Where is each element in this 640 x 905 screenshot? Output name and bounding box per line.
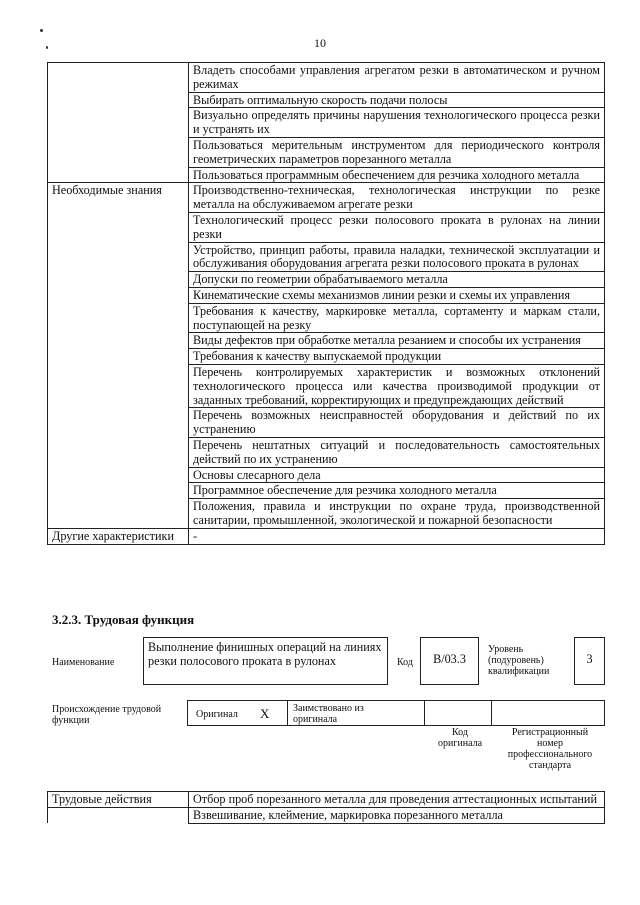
row-value-cell: Взвешивание, клеймение, маркировка порезанного металла (189, 807, 605, 823)
page-number: 10 (314, 36, 326, 50)
knowledge-row (48, 333, 605, 349)
level-label: Уровень (подуровень) квалификации (488, 644, 550, 677)
row-value-cell: Перечень возможных неисправностей оборудования и действий по их устранению (189, 408, 605, 438)
borrowed-box (287, 700, 425, 726)
borrowed-label: Заимствовано из оригинала (293, 703, 364, 725)
skill-row (48, 108, 605, 138)
code-label: Код (397, 657, 413, 668)
skill-row (48, 137, 605, 167)
knowledge-row (48, 183, 605, 213)
row-value-cell: Программное обеспечение для резчика холодного металла (189, 483, 605, 499)
row-label-cell (48, 333, 189, 349)
row-value-cell: Выбирать оптимальную скорость подачи полосы (189, 92, 605, 108)
knowledge-row (48, 272, 605, 288)
row-label-cell (48, 437, 189, 467)
reg-number-caption: Регистрационный номер профессионального стандарта (507, 727, 593, 771)
section-title: 3.2.3. Трудовая функция (52, 612, 195, 627)
row-label-cell (48, 242, 189, 272)
knowledge-row (48, 467, 605, 483)
row-label-cell: Трудовые действия (48, 792, 189, 808)
row-value-cell: Производственно-техническая, технологическая инструкции по резке металла на обслуживаемом агрегате резки (189, 183, 605, 213)
original-mark: X (260, 706, 270, 721)
skill-row (48, 167, 605, 183)
row-label-cell (48, 272, 189, 288)
reg-number-box (491, 700, 605, 726)
row-value-cell: Отбор проб порезанного металла для проведения аттестационных испытаний (189, 792, 605, 808)
row-value-cell: Перечень нештатных ситуаций и последовательность самостоятельных действий по их устранению (189, 437, 605, 467)
origin-label: Происхождение трудовой функции (52, 704, 162, 726)
skill-row (48, 63, 605, 93)
row-label-cell: Необходимые знания (48, 183, 189, 213)
row-label-cell (48, 467, 189, 483)
row-label-cell (48, 349, 189, 365)
action-row (48, 807, 605, 823)
row-value-cell: Виды дефектов при обработке металла резанием и способы их устранения (189, 333, 605, 349)
function-name-box (143, 637, 388, 685)
row-value-cell: Устройство, принцип работы, правила наладки, технической эксплуатации и обслуживания оборудования агрегата резки полосового проката в рулонах (189, 242, 605, 272)
row-label-cell (48, 364, 189, 407)
row-value-cell: Положения, правила и инструкции по охране труда, производственной санитарии, промышленной, экологической и пожарной безопасности (189, 499, 605, 529)
row-label-cell (48, 408, 189, 438)
row-label-cell (48, 137, 189, 167)
knowledge-row (48, 303, 605, 333)
row-value-cell: - (189, 528, 605, 544)
original-label: Оригинал (196, 709, 238, 720)
knowledge-row (48, 349, 605, 365)
row-value-cell: Требования к качеству, маркировке металла, сортаменту и маркам стали, поступающей на резку (189, 303, 605, 333)
row-label-cell (48, 92, 189, 108)
row-value-cell: Требования к качеству выпускаемой продукции (189, 349, 605, 365)
other-characteristics-row (48, 528, 605, 544)
knowledge-row (48, 483, 605, 499)
row-label-cell (48, 287, 189, 303)
scan-speck (40, 29, 43, 32)
code-original-box (424, 700, 492, 726)
knowledge-row (48, 287, 605, 303)
row-value-cell: Пользоваться программным обеспечением для резчика холодного металла (189, 167, 605, 183)
level-box (574, 637, 605, 685)
row-label-cell (48, 108, 189, 138)
original-box (187, 700, 288, 726)
row-value-cell: Кинематические схемы механизмов линии резки и схемы их управления (189, 287, 605, 303)
row-label-cell (48, 303, 189, 333)
knowledge-row (48, 437, 605, 467)
row-value-cell: Перечень контролируемых характеристик и возможных отклонений технологического процесса или качества производимой продукции от заданных требований, корректирующих и предупреждающих действий (189, 364, 605, 407)
knowledge-row (48, 212, 605, 242)
function-name: Выполнение финишных операций на линиях резки полосового проката в рулонах (148, 640, 382, 668)
row-value-cell: Визуально определять причины нарушения технологического процесса резки и устранять их (189, 108, 605, 138)
row-value-cell: Пользоваться мерительным инструментом для периодического контроля геометрических параметров порезанного металла (189, 137, 605, 167)
knowledge-skills-table (47, 62, 605, 545)
knowledge-row (48, 242, 605, 272)
labor-actions-table (47, 791, 605, 824)
code-original-caption: Код оригинала (437, 727, 483, 749)
knowledge-row (48, 364, 605, 407)
row-label-cell (48, 63, 189, 93)
row-value-cell: Технологический процесс резки полосового проката в рулонах на линии резки (189, 212, 605, 242)
level-value: 3 (586, 652, 593, 666)
knowledge-row (48, 499, 605, 529)
row-value-cell: Допуски по геометрии обрабатываемого металла (189, 272, 605, 288)
knowledge-row (48, 408, 605, 438)
row-label-cell (48, 483, 189, 499)
row-value-cell: Владеть способами управления агрегатом резки в автоматическом и ручном режимах (189, 63, 605, 93)
row-label-cell: Другие характеристики (48, 528, 189, 544)
code-box (420, 637, 479, 685)
row-label-cell (48, 807, 189, 823)
row-label-cell (48, 167, 189, 183)
skill-row (48, 92, 605, 108)
name-label: Наименование (52, 657, 115, 668)
code-value: B/03.3 (433, 652, 466, 666)
row-label-cell (48, 499, 189, 529)
action-row (48, 792, 605, 808)
row-label-cell (48, 212, 189, 242)
row-value-cell: Основы слесарного дела (189, 467, 605, 483)
